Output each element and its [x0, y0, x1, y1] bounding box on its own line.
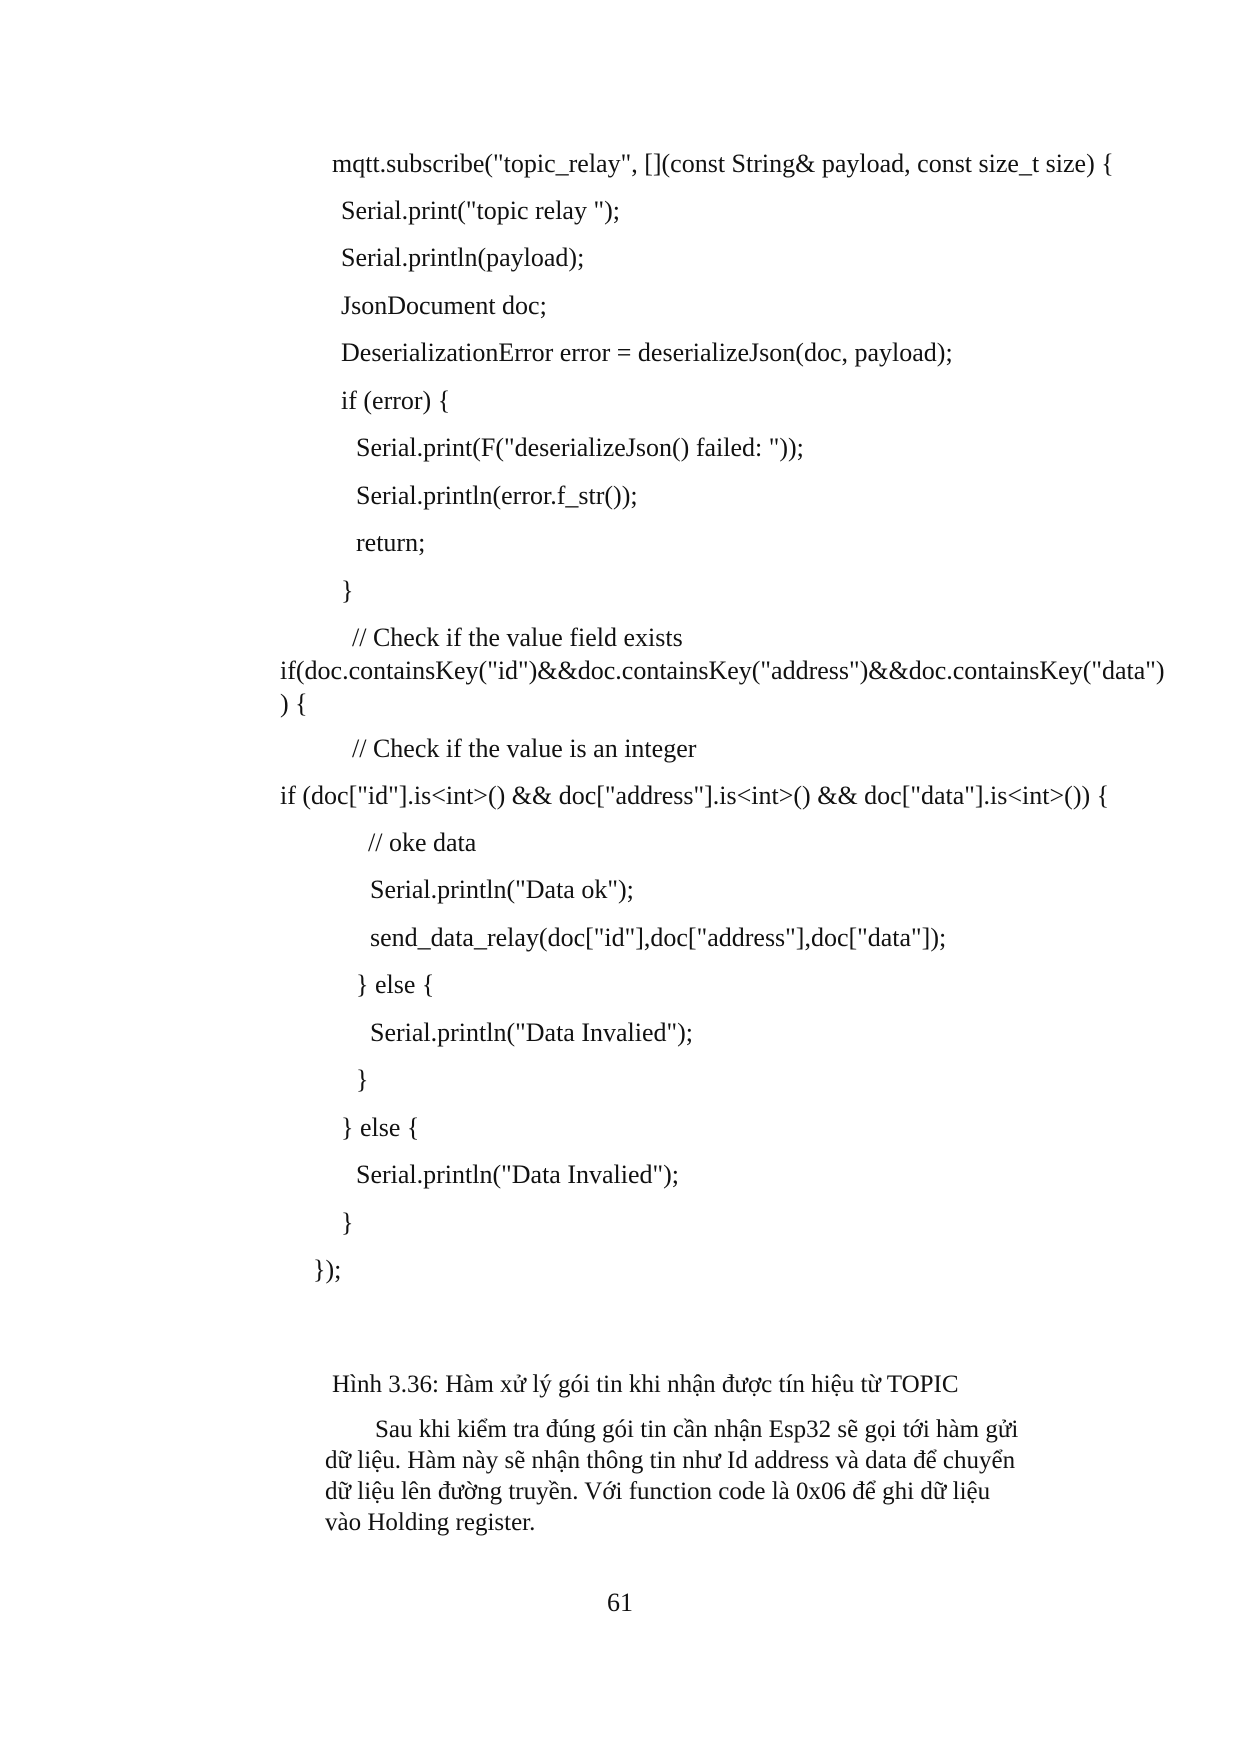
- code-line: // Check if the value is an integer: [352, 734, 697, 763]
- code-line: // oke data: [368, 828, 477, 857]
- paragraph-line: vào Holding register.: [325, 1509, 536, 1536]
- page-number: 61: [607, 1588, 633, 1617]
- code-line: } else {: [341, 1113, 420, 1142]
- code-line: Serial.println(payload);: [341, 243, 585, 272]
- code-line: mqtt.subscribe("topic_relay", [](const String& payload, const size_t size) {: [332, 149, 1114, 178]
- code-line: Serial.println(error.f_str());: [356, 481, 638, 510]
- code-line: }: [356, 1065, 369, 1094]
- code-line: send_data_relay(doc["id"],doc["address"],doc["data"]);: [370, 923, 947, 952]
- paragraph-line: dữ liệu lên đường truyền. Với function code là 0x06 để ghi dữ liệu: [325, 1478, 991, 1505]
- figure-caption: Hình 3.36: Hàm xử lý gói tin khi nhận được tín hiệu từ TOPIC: [332, 1371, 959, 1398]
- code-line: if (doc["id"].is<int>() && doc["address"].is<int>() && doc["data"].is<int>()) {: [280, 781, 1110, 810]
- code-line: } else {: [356, 970, 435, 999]
- body-paragraph: [325, 1414, 1085, 1538]
- code-line: DeserializationError error = deserializeJson(doc, payload);: [341, 338, 953, 367]
- code-line: Serial.println("Data Invalied");: [356, 1160, 680, 1189]
- paragraph-line: Sau khi kiểm tra đúng gói tin cần nhận Esp32 sẽ gọi tới hàm gửi: [375, 1416, 1019, 1443]
- code-line: Serial.println("Data ok");: [370, 875, 634, 904]
- code-line: ) {: [280, 689, 308, 718]
- code-line: Serial.println("Data Invalied");: [370, 1018, 694, 1047]
- paragraph-line: dữ liệu. Hàm này sẽ nhận thông tin như Id address và data để chuyển: [325, 1447, 1016, 1474]
- code-line: if(doc.containsKey("id")&&doc.containsKey("address")&&doc.containsKey("data"): [280, 656, 1165, 685]
- code-line: return;: [356, 528, 426, 557]
- code-line: // Check if the value field exists: [352, 623, 683, 652]
- code-line: JsonDocument doc;: [341, 291, 547, 320]
- code-line: Serial.print(F("deserializeJson() failed: "));: [356, 433, 804, 462]
- code-line: Serial.print("topic relay ");: [341, 196, 620, 225]
- code-line: });: [313, 1255, 342, 1284]
- code-line: }: [341, 576, 354, 605]
- code-line: if (error) {: [341, 386, 451, 415]
- code-line: }: [341, 1208, 354, 1237]
